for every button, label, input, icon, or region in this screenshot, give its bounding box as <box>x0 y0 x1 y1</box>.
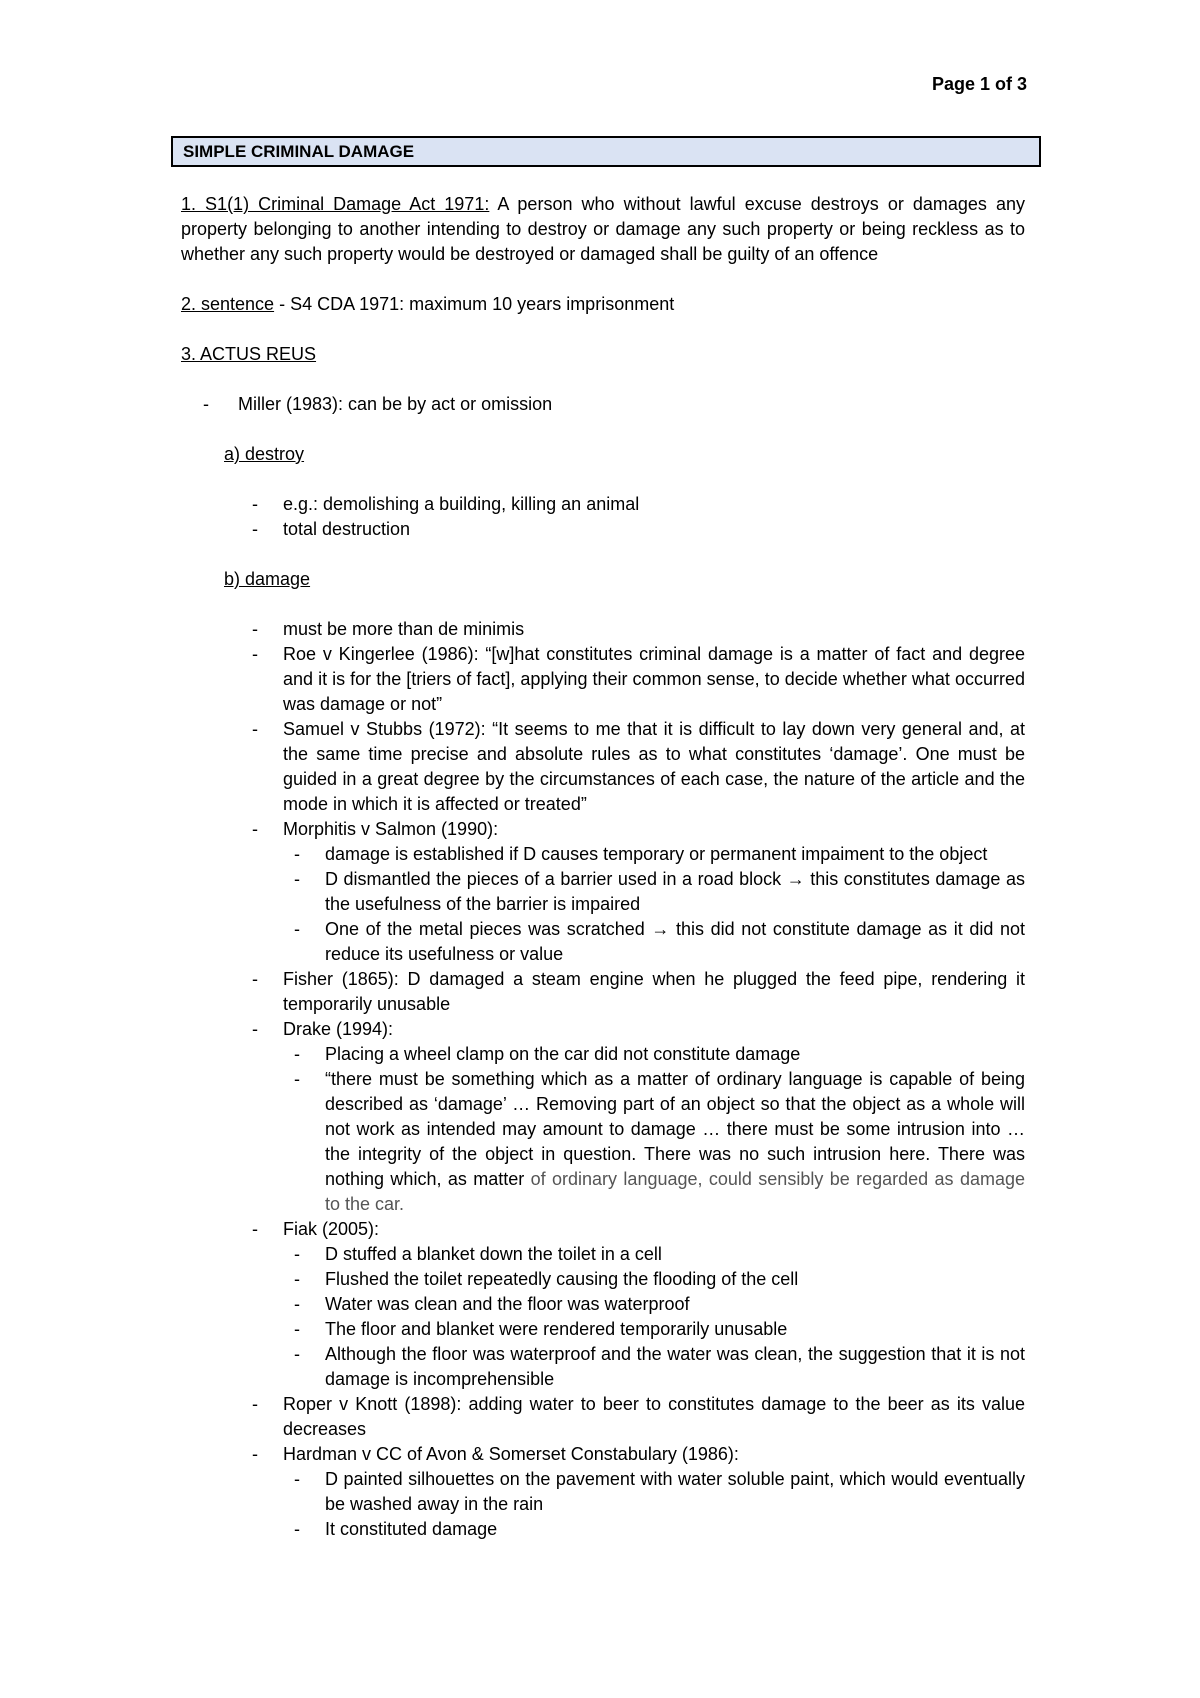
list-item-roe: - Roe v Kingerlee (1986): “[w]hat constitutes criminal damage is a matter of fact and degree and it is for the [triers of fact], applying their common sense, to decide whether what occurred was damage or not” <box>283 642 1025 717</box>
list-item-de-minimis: - must be more than de minimis <box>283 617 1025 642</box>
hardman-sublist <box>325 1467 1025 1542</box>
list-item: - Placing a wheel clamp on the car did not constitute damage <box>325 1042 1025 1067</box>
list-item-morphitis <box>283 817 1025 967</box>
list-item-hardman <box>283 1442 1025 1542</box>
list-item-drake <box>283 1017 1025 1217</box>
list-item: - Flushed the toilet repeatedly causing the flooding of the cell <box>325 1267 1025 1292</box>
destroy-list <box>283 492 1025 542</box>
list-item: - D dismantled the pieces of a barrier used in a road block → this constitutes damage as the usefulness of the barrier is impaired <box>325 867 1025 917</box>
damage-list <box>283 617 1025 1542</box>
actus-reus-list <box>181 392 1025 417</box>
s1-text: A person who without lawful excuse destroys or damages any property belonging to another intending to destroy or damage any such property or being reckless as to whether any such property would be destroyed or damaged shall be guilty of an offence <box>181 194 1025 264</box>
page-number: Page 1 of 3 <box>931 74 1027 94</box>
list-item: - One of the metal pieces was scratched → this did not constitute damage as it did not reduce its usefulness or value <box>325 917 1025 967</box>
paragraph-sentence <box>181 292 1025 317</box>
morphitis-title: Morphitis v Salmon (1990): <box>283 819 499 839</box>
list-item: - It constituted damage <box>325 1517 1025 1542</box>
drake-quote-text: “there must be something which as a matter of ordinary language is capable of being described as ‘damage’ … Removing part of an object so that the object as a whole will not work as intended may amount to damage … there must be some intrusion into … the integrity of the object in question. There was no such intrusion here. There was nothing which, as matter <box>325 1069 1025 1189</box>
destroy-heading: a) destroy <box>224 444 305 464</box>
s1-label: 1. S1(1) Criminal Damage Act 1971: <box>181 194 490 214</box>
list-item-drake-quote <box>325 1067 1025 1217</box>
drake-title: Drake (1994): <box>283 1019 394 1039</box>
list-item: - D painted silhouettes on the pavement with water soluble paint, which would eventually be washed away in the rain <box>325 1467 1025 1517</box>
actus-reus-heading: 3. ACTUS REUS <box>181 344 317 364</box>
list-item: - Water was clean and the floor was waterproof <box>325 1292 1025 1317</box>
drake-quote-grey-text: of ordinary language, could sensibly be regarded as damage to the car. <box>325 1169 1025 1214</box>
paragraph-s1 <box>181 192 1025 267</box>
sentence-text: - S4 CDA 1971: maximum 10 years imprisonment <box>274 294 675 314</box>
section-heading: SIMPLE CRIMINAL DAMAGE <box>171 136 1041 167</box>
list-item-roper: - Roper v Knott (1898): adding water to beer to constitutes damage to the beer as its value decreases <box>283 1392 1025 1442</box>
drake-sublist <box>325 1042 1025 1217</box>
list-item: - D stuffed a blanket down the toilet in a cell <box>325 1242 1025 1267</box>
damage-heading: b) damage <box>224 569 311 589</box>
list-item: - The floor and blanket were rendered temporarily unusable <box>325 1317 1025 1342</box>
fiak-title: Fiak (2005): <box>283 1219 380 1239</box>
list-item: - damage is established if D causes temporary or permanent impaiment to the object <box>325 842 1025 867</box>
list-item-miller: - Miller (1983): can be by act or omission <box>181 392 1025 417</box>
fiak-sublist <box>325 1242 1025 1392</box>
list-item-fiak <box>283 1217 1025 1392</box>
hardman-title: Hardman v CC of Avon & Somerset Constabulary (1986): <box>283 1444 739 1464</box>
list-item-samuel: - Samuel v Stubbs (1972): “It seems to me that it is difficult to lay down very general and, at the same time precise and absolute rules as to what constitutes ‘damage’. One must be guided in a great degree by the circumstances of each case, the nature of the article and the mode in which it is affected or treated” <box>283 717 1025 817</box>
list-item-fisher: - Fisher (1865): D damaged a steam engine when he plugged the feed pipe, rendering it temporarily unusable <box>283 967 1025 1017</box>
list-item: - e.g.: demolishing a building, killing an animal <box>283 492 1025 517</box>
list-item: - Although the floor was waterproof and the water was clean, the suggestion that it is not damage is incomprehensible <box>325 1342 1025 1392</box>
document-body <box>181 136 1025 1542</box>
sentence-label: 2. sentence <box>181 294 275 314</box>
list-item: - total destruction <box>283 517 1025 542</box>
morphitis-sublist <box>325 842 1025 967</box>
